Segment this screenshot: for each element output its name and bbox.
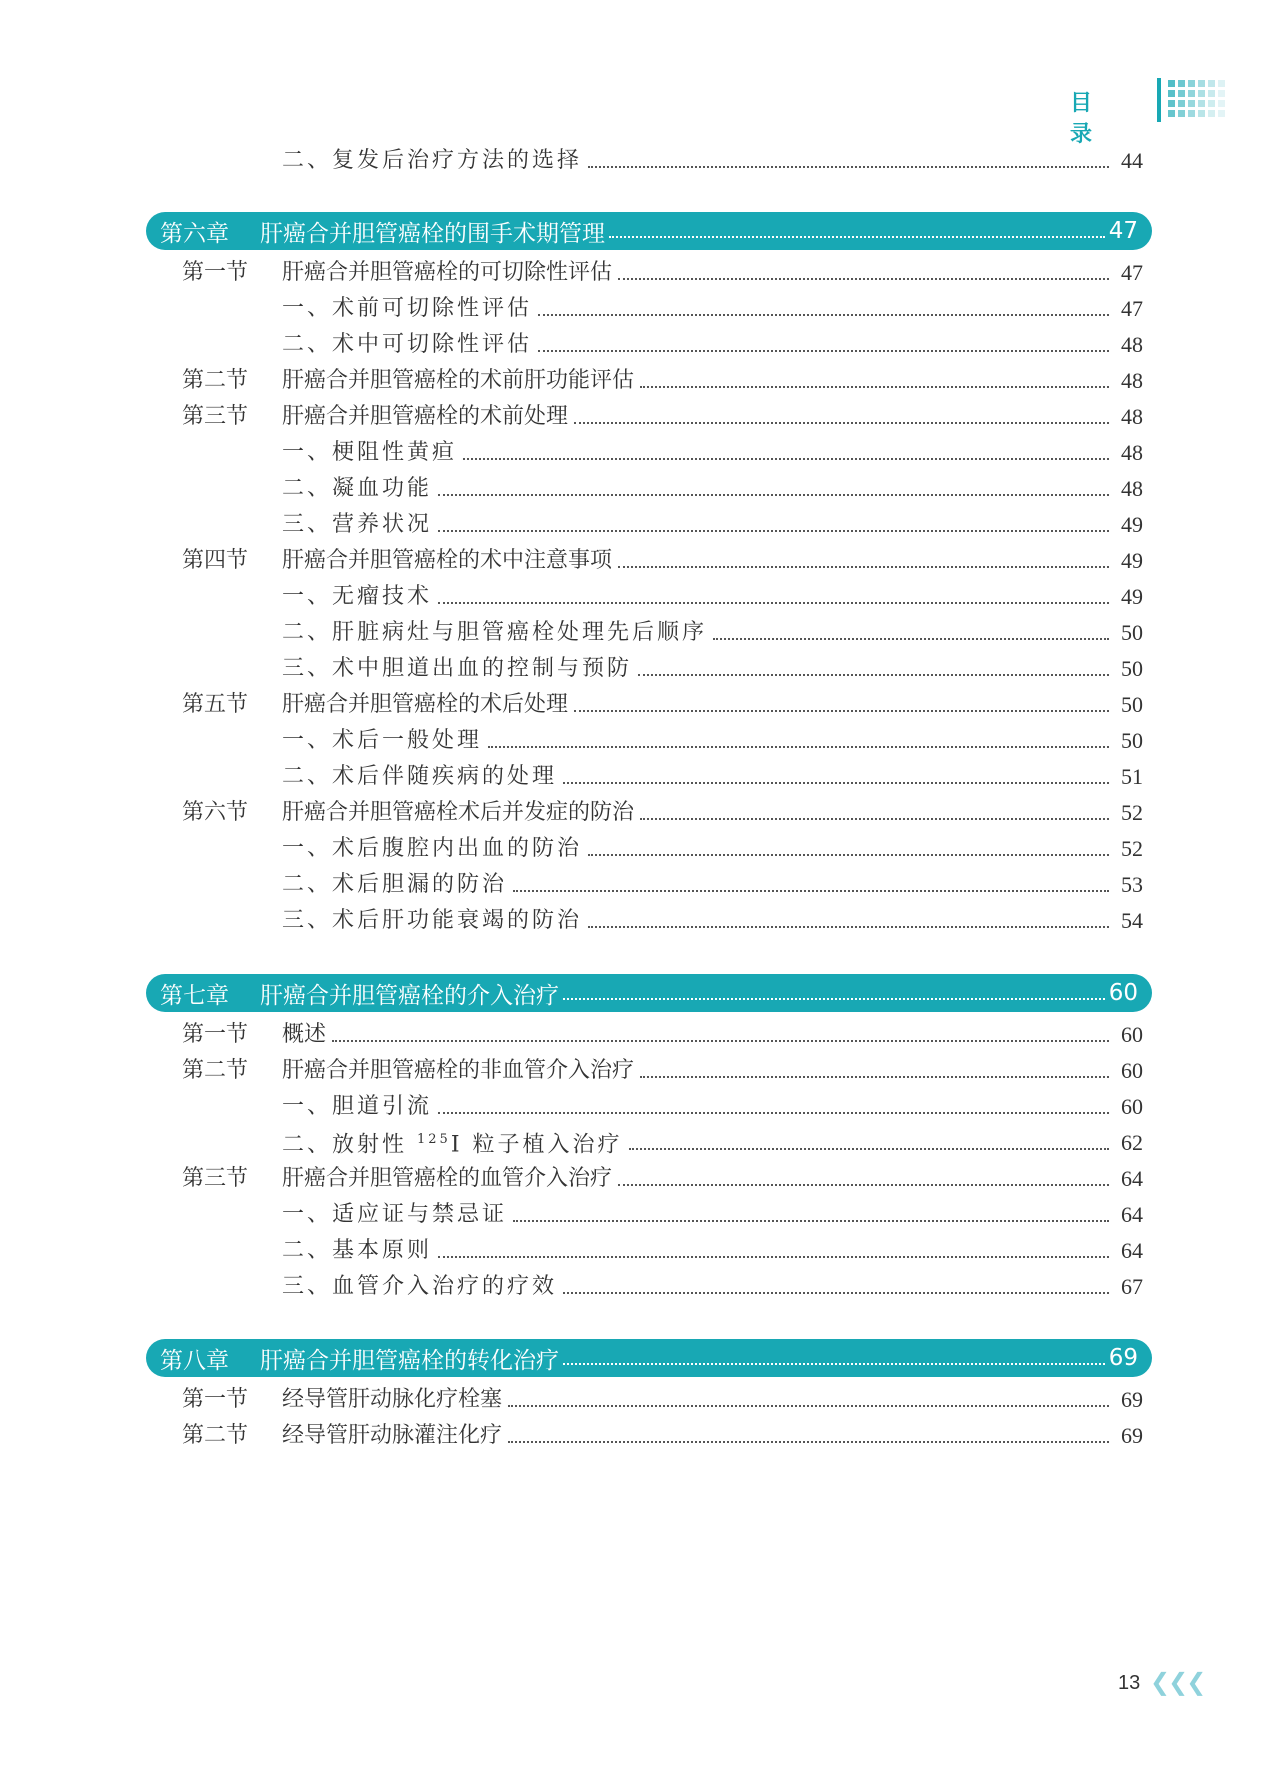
entry-title: 二、复发后治疗方法的选择 bbox=[282, 148, 583, 173]
entry-title: 一、无瘤技术 bbox=[282, 584, 433, 609]
leader-dots bbox=[588, 166, 1109, 168]
leader-dots bbox=[438, 530, 1109, 532]
entry-title: 一、胆道引流 bbox=[282, 1094, 433, 1119]
toc-subsection-row[interactable] bbox=[0, 613, 1280, 653]
leader-dots bbox=[563, 782, 1109, 784]
chapter-number: 第八章 bbox=[160, 1347, 229, 1374]
entry-title: 肝癌合并胆管癌栓的非血管介入治疗 bbox=[282, 1058, 635, 1083]
decor-square bbox=[1208, 90, 1215, 97]
toc-subsection-row[interactable] bbox=[0, 141, 1280, 181]
toc-subsection-row[interactable] bbox=[0, 649, 1280, 689]
leader-dots bbox=[508, 1405, 1109, 1407]
toc-subsection-row[interactable] bbox=[0, 1231, 1280, 1271]
leader-dots bbox=[713, 638, 1109, 640]
leader-dots bbox=[640, 818, 1109, 820]
decor-square bbox=[1178, 80, 1185, 87]
toc-section-row[interactable] bbox=[0, 1015, 1280, 1055]
entry-title: 二、肝脏病灶与胆管癌栓处理先后顺序 bbox=[282, 620, 708, 645]
chapter-page: 60 bbox=[1108, 980, 1138, 1006]
entry-title: 三、营养状况 bbox=[282, 512, 433, 537]
toc-subsection-row[interactable] bbox=[0, 1195, 1280, 1235]
entry-title: 三、血管介入治疗的疗效 bbox=[282, 1274, 558, 1299]
entry-title: 二、术中可切除性评估 bbox=[282, 332, 533, 357]
section-number: 第二节 bbox=[182, 368, 249, 393]
decor-square bbox=[1208, 110, 1215, 117]
entry-page: 48 bbox=[1121, 404, 1143, 429]
decor-square bbox=[1218, 110, 1225, 117]
entry-page: 64 bbox=[1121, 1202, 1143, 1227]
decor-square bbox=[1198, 90, 1205, 97]
leader-dots bbox=[508, 1441, 1109, 1443]
decor-square bbox=[1198, 80, 1205, 87]
decor-square bbox=[1168, 80, 1175, 87]
leader-dots bbox=[438, 1256, 1109, 1258]
decor-square bbox=[1178, 90, 1185, 97]
leader-dots bbox=[618, 1184, 1109, 1186]
leader-dots bbox=[618, 566, 1109, 568]
toc-subsection-row[interactable] bbox=[0, 757, 1280, 797]
chapter-number: 第七章 bbox=[160, 982, 229, 1009]
section-number: 第二节 bbox=[182, 1423, 249, 1448]
leader-dots bbox=[538, 314, 1109, 316]
toc-subsection-row[interactable] bbox=[0, 865, 1280, 905]
toc-section-row[interactable] bbox=[0, 1380, 1280, 1420]
toc-section-row[interactable] bbox=[0, 397, 1280, 437]
toc-subsection-row[interactable] bbox=[0, 325, 1280, 365]
entry-title: 二、放射性 $^{125}$I 粒子植入治疗 bbox=[282, 1132, 623, 1158]
toc-subsection-row[interactable] bbox=[0, 1123, 1280, 1163]
toc-header-title: 目 录 bbox=[1070, 91, 1107, 147]
decor-square bbox=[1218, 100, 1225, 107]
entry-title: 肝癌合并胆管癌栓的术前肝功能评估 bbox=[282, 368, 635, 393]
decor-square bbox=[1188, 90, 1195, 97]
page-number: 13 bbox=[1118, 1672, 1141, 1694]
entry-title: 肝癌合并胆管癌栓的术后处理 bbox=[282, 692, 569, 717]
entry-title: 一、梗阻性黄疸 bbox=[282, 440, 458, 465]
header-decor-grid bbox=[1168, 80, 1225, 117]
toc-section-row[interactable] bbox=[0, 793, 1280, 833]
toc-subsection-row[interactable] bbox=[0, 1087, 1280, 1127]
chapter-number: 第六章 bbox=[160, 220, 229, 247]
entry-page: 52 bbox=[1121, 800, 1143, 825]
entry-page: 50 bbox=[1121, 728, 1143, 753]
section-number: 第五节 bbox=[182, 692, 249, 717]
chapter-banner[interactable] bbox=[146, 212, 1152, 250]
chapter-title: 肝癌合并胆管癌栓的介入治疗 bbox=[260, 982, 559, 1009]
entry-title: 肝癌合并胆管癌栓的可切除性评估 bbox=[282, 260, 613, 285]
section-number: 第一节 bbox=[182, 1387, 249, 1412]
decor-square bbox=[1218, 90, 1225, 97]
chapter-banner[interactable] bbox=[146, 1339, 1152, 1377]
leader-dots bbox=[629, 1148, 1109, 1150]
entry-title: 肝癌合并胆管癌栓术后并发症的防治 bbox=[282, 800, 635, 825]
entry-page: 48 bbox=[1121, 440, 1143, 465]
entry-title: 概述 bbox=[282, 1022, 327, 1047]
leader-dots bbox=[332, 1040, 1109, 1042]
entry-page: 48 bbox=[1121, 476, 1143, 501]
decor-square bbox=[1198, 110, 1205, 117]
chevron-left-icon: ❮❮❮ bbox=[1150, 1668, 1205, 1696]
decor-square bbox=[1208, 100, 1215, 107]
entry-page: 69 bbox=[1121, 1387, 1143, 1412]
decor-square bbox=[1188, 110, 1195, 117]
entry-title: 一、术前可切除性评估 bbox=[282, 296, 533, 321]
entry-page: 62 bbox=[1121, 1130, 1143, 1155]
entry-page: 48 bbox=[1121, 332, 1143, 357]
toc-section-row[interactable] bbox=[0, 1416, 1280, 1456]
entry-page: 49 bbox=[1121, 512, 1143, 537]
leader-dots bbox=[588, 926, 1109, 928]
section-number: 第二节 bbox=[182, 1058, 249, 1083]
leader-dots bbox=[488, 746, 1109, 748]
entry-title: 三、术后肝功能衰竭的防治 bbox=[282, 908, 583, 933]
chapter-page: 47 bbox=[1108, 218, 1138, 244]
leader-dots bbox=[638, 674, 1109, 676]
entry-page: 50 bbox=[1121, 620, 1143, 645]
entry-page: 69 bbox=[1121, 1423, 1143, 1448]
section-number: 第三节 bbox=[182, 1166, 249, 1191]
leader-dots bbox=[588, 854, 1109, 856]
toc-subsection-row[interactable] bbox=[0, 505, 1280, 545]
entry-page: 50 bbox=[1121, 692, 1143, 717]
toc-subsection-row[interactable] bbox=[0, 829, 1280, 869]
leader-dots bbox=[463, 458, 1109, 460]
entry-page: 54 bbox=[1121, 908, 1143, 933]
toc-section-row[interactable] bbox=[0, 361, 1280, 401]
decor-square bbox=[1168, 90, 1175, 97]
leader-dots bbox=[538, 350, 1109, 352]
leader-dots bbox=[618, 278, 1109, 280]
toc-section-row[interactable] bbox=[0, 253, 1280, 293]
section-number: 第四节 bbox=[182, 548, 249, 573]
section-number: 第三节 bbox=[182, 404, 249, 429]
decor-square bbox=[1218, 80, 1225, 87]
entry-title: 一、术后腹腔内出血的防治 bbox=[282, 836, 583, 861]
chapter-page: 69 bbox=[1108, 1345, 1138, 1371]
entry-page: 64 bbox=[1121, 1238, 1143, 1263]
decor-square bbox=[1208, 80, 1215, 87]
decor-square bbox=[1168, 100, 1175, 107]
entry-title: 经导管肝动脉灌注化疗 bbox=[282, 1423, 503, 1448]
chapter-title: 肝癌合并胆管癌栓的围手术期管理 bbox=[260, 220, 605, 247]
entry-title: 三、术中胆道出血的控制与预防 bbox=[282, 656, 633, 681]
entry-page: 60 bbox=[1121, 1022, 1143, 1047]
toc-section-row[interactable] bbox=[0, 1051, 1280, 1091]
header-accent-bar bbox=[1157, 78, 1161, 122]
leader-dots bbox=[438, 494, 1109, 496]
toc-subsection-row[interactable] bbox=[0, 901, 1280, 941]
leader-dots bbox=[438, 1112, 1109, 1114]
decor-square bbox=[1188, 80, 1195, 87]
chapter-banner[interactable] bbox=[146, 974, 1152, 1012]
toc-subsection-row[interactable] bbox=[0, 433, 1280, 473]
entry-page: 47 bbox=[1121, 296, 1143, 321]
leader-dots bbox=[513, 1220, 1109, 1222]
entry-page: 49 bbox=[1121, 584, 1143, 609]
entry-title: 二、基本原则 bbox=[282, 1238, 433, 1263]
section-number: 第六节 bbox=[182, 800, 249, 825]
toc-section-row[interactable] bbox=[0, 541, 1280, 581]
decor-square bbox=[1178, 110, 1185, 117]
entry-page: 50 bbox=[1121, 656, 1143, 681]
entry-title: 二、凝血功能 bbox=[282, 476, 433, 501]
leader-dots bbox=[609, 236, 1105, 238]
entry-title: 肝癌合并胆管癌栓的术前处理 bbox=[282, 404, 569, 429]
entry-title: 经导管肝动脉化疗栓塞 bbox=[282, 1387, 503, 1412]
entry-page: 52 bbox=[1121, 836, 1143, 861]
toc-subsection-row[interactable] bbox=[0, 577, 1280, 617]
decor-square bbox=[1198, 100, 1205, 107]
entry-page: 67 bbox=[1121, 1274, 1143, 1299]
leader-dots bbox=[563, 998, 1105, 1000]
leader-dots bbox=[563, 1363, 1105, 1365]
leader-dots bbox=[574, 710, 1109, 712]
entry-page: 48 bbox=[1121, 368, 1143, 393]
entry-page: 49 bbox=[1121, 548, 1143, 573]
entry-page: 47 bbox=[1121, 260, 1143, 285]
entry-title: 二、术后伴随疾病的处理 bbox=[282, 764, 558, 789]
leader-dots bbox=[563, 1292, 1109, 1294]
decor-square bbox=[1188, 100, 1195, 107]
toc-section-row[interactable] bbox=[0, 685, 1280, 725]
entry-title: 肝癌合并胆管癌栓的术中注意事项 bbox=[282, 548, 613, 573]
leader-dots bbox=[513, 890, 1109, 892]
decor-square bbox=[1178, 100, 1185, 107]
toc-subsection-row[interactable] bbox=[0, 1267, 1280, 1307]
chapter-title: 肝癌合并胆管癌栓的转化治疗 bbox=[260, 1347, 559, 1374]
toc-subsection-row[interactable] bbox=[0, 289, 1280, 329]
entry-page: 51 bbox=[1121, 764, 1143, 789]
entry-page: 44 bbox=[1121, 148, 1143, 173]
leader-dots bbox=[438, 602, 1109, 604]
leader-dots bbox=[574, 422, 1109, 424]
toc-subsection-row[interactable] bbox=[0, 469, 1280, 509]
entry-page: 60 bbox=[1121, 1058, 1143, 1083]
entry-page: 53 bbox=[1121, 872, 1143, 897]
entry-title: 一、术后一般处理 bbox=[282, 728, 483, 753]
toc-subsection-row[interactable] bbox=[0, 721, 1280, 761]
section-number: 第一节 bbox=[182, 1022, 249, 1047]
entry-page: 64 bbox=[1121, 1166, 1143, 1191]
entry-title: 二、术后胆漏的防治 bbox=[282, 872, 508, 897]
decor-square bbox=[1168, 110, 1175, 117]
toc-section-row[interactable] bbox=[0, 1159, 1280, 1199]
leader-dots bbox=[640, 1076, 1109, 1078]
entry-title: 肝癌合并胆管癌栓的血管介入治疗 bbox=[282, 1166, 613, 1191]
entry-title: 一、适应证与禁忌证 bbox=[282, 1202, 508, 1227]
section-number: 第一节 bbox=[182, 260, 249, 285]
entry-page: 60 bbox=[1121, 1094, 1143, 1119]
leader-dots bbox=[640, 386, 1109, 388]
